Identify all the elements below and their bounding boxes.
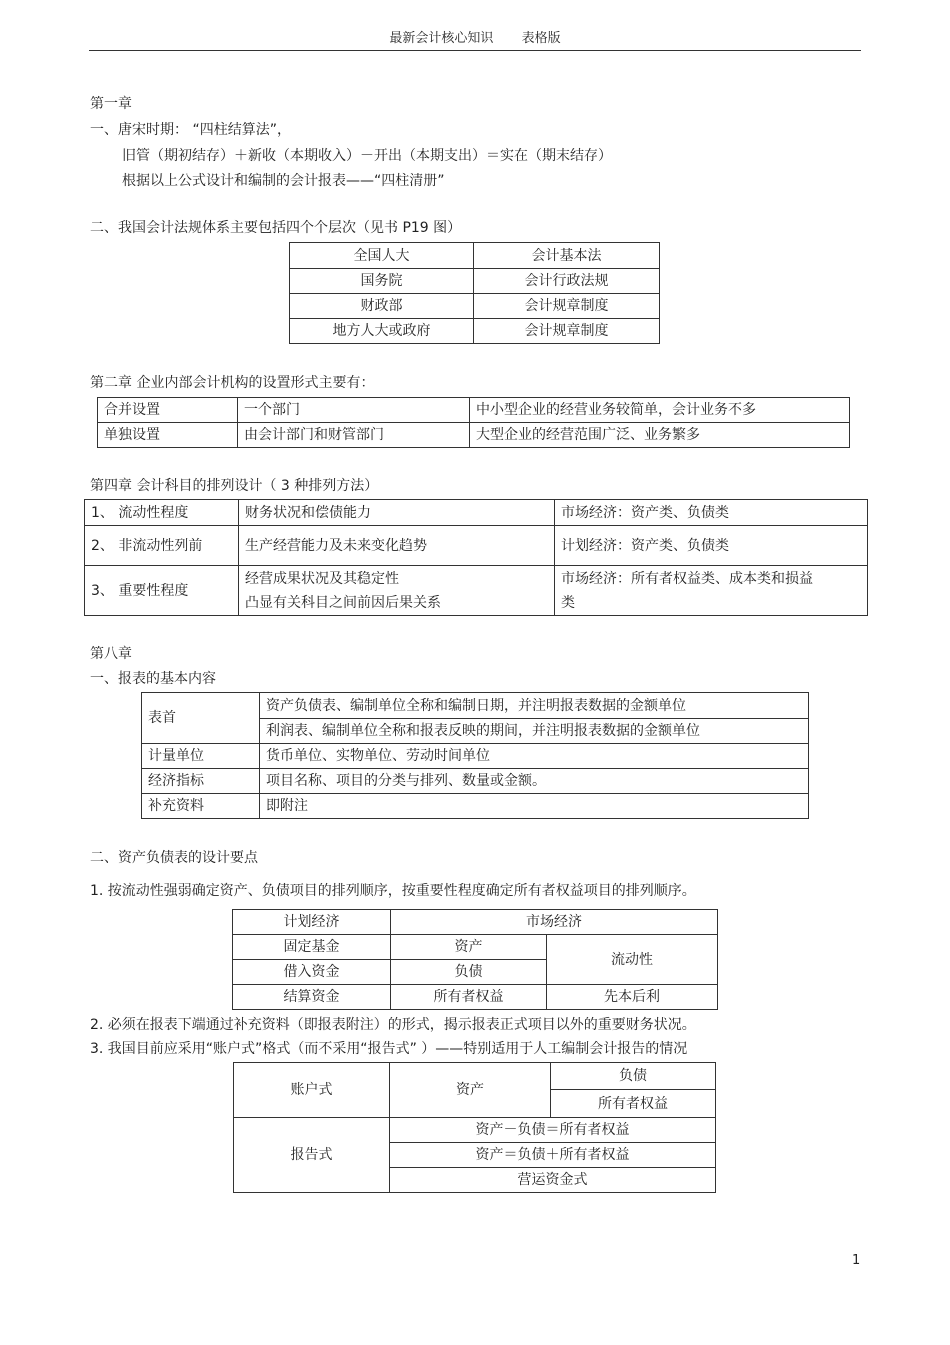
table-row (290, 319, 660, 344)
table-cell: 全国人大 (290, 243, 474, 269)
chapter-8-title: 第八章 (90, 646, 132, 662)
table-row (85, 500, 868, 526)
table-cell: 资产＝负债＋所有者权益 (390, 1143, 716, 1168)
table-cell: 市场经济 (391, 910, 718, 935)
table-cell: 会计基本法 (474, 243, 660, 269)
table-row (142, 693, 809, 719)
table-cell (555, 500, 868, 526)
chapter-4-title: 第四章 会计科目的排列设计（ 3 种排列方法） (90, 478, 379, 494)
table-row (98, 398, 850, 423)
table-cell: 一个部门 (238, 398, 470, 423)
table-row (233, 935, 718, 960)
table-cell: 资产－负债＝所有者权益 (390, 1118, 716, 1143)
table-cell (239, 566, 555, 616)
table-cell: 大型企业的经营范围广泛、业务繁多 (470, 423, 850, 448)
cell-line: 类 (561, 594, 575, 611)
economy-comparison-table (232, 909, 718, 1010)
table-cell: 资产 (390, 1063, 551, 1118)
page-number: 1 (852, 1253, 861, 1268)
header-subtitle: 表格版 (521, 31, 561, 46)
design-point-3: 3. 我国目前应采用“账户式”格式（而不采用“报告式” ）——特别适用于人工编制会计报告的情况 (90, 1041, 688, 1057)
report-content-table (141, 692, 809, 819)
table-cell: 计量单位 (142, 744, 260, 769)
table-cell: 营运资金式 (390, 1168, 716, 1193)
table-cell: 补充资料 (142, 794, 260, 819)
table-cell: 计划经济 (233, 910, 391, 935)
table-cell: 财政部 (290, 294, 474, 319)
cell-line: 经营成果状况及其稳定性 (245, 570, 399, 587)
cell-line: 计划经济：资产类、负债类 (561, 537, 729, 554)
table-row (142, 769, 809, 794)
chapter-1-section-2-title: 二、我国会计法规体系主要包括四个个层次（见书 P19 图） (90, 220, 462, 236)
table-cell: 国务院 (290, 269, 474, 294)
chapter-8-section-2-title: 二、资产负债表的设计要点 (90, 850, 258, 866)
table-cell (239, 500, 555, 526)
account-ordering-table (84, 499, 868, 616)
table-cell: 1、 流动性程度 (85, 500, 239, 526)
table-row (290, 269, 660, 294)
format-comparison-table (233, 1062, 716, 1193)
formula-note: 根据以上公式设计和编制的会计报表——“四柱清册” (122, 173, 445, 189)
table-cell: 所有者权益 (551, 1090, 716, 1118)
table-row (290, 294, 660, 319)
table-cell: 货币单位、实物单位、劳动时间单位 (260, 744, 809, 769)
table-cell (555, 526, 868, 566)
table-cell: 固定基金 (233, 935, 391, 960)
table-cell: 资产负债表、编制单位全称和编制日期，并注明报表数据的金额单位 (260, 693, 809, 719)
table-cell: 流动性 (547, 935, 718, 985)
table-row (85, 526, 868, 566)
table-cell: 即附注 (260, 794, 809, 819)
table-cell: 借入资金 (233, 960, 391, 985)
table-row (233, 910, 718, 935)
table-cell: 利润表、编制单位全称和报表反映的期间，并注明报表数据的金额单位 (260, 719, 809, 744)
table-cell: 负债 (391, 960, 547, 985)
table-cell: 负债 (551, 1063, 716, 1090)
cell-line: 市场经济：资产类、负债类 (561, 504, 729, 521)
page-header (0, 27, 950, 46)
table-cell: 结算资金 (233, 985, 391, 1010)
table-row (233, 985, 718, 1010)
table-cell: 由会计部门和财管部门 (238, 423, 470, 448)
table-cell: 报告式 (234, 1118, 390, 1193)
table-cell: 会计规章制度 (474, 319, 660, 344)
table-row (234, 1118, 716, 1143)
cell-line: 市场经济：所有者权益类、成本类和损益 (561, 570, 813, 587)
org-structure-table (97, 397, 850, 448)
table-cell: 2、 非流动性列前 (85, 526, 239, 566)
design-point-2: 2. 必须在报表下端通过补充资料（即报表附注）的形式，揭示报表正式项目以外的重要财务状况。 (90, 1017, 696, 1033)
header-title: 最新会计核心知识 (389, 31, 494, 46)
table-row (142, 744, 809, 769)
table-row (142, 794, 809, 819)
table-cell: 会计行政法规 (474, 269, 660, 294)
header-divider (89, 50, 861, 51)
chapter-1-section-1-title: 一、唐宋时期： “四柱结算法”， (90, 122, 291, 138)
table-cell: 合并设置 (98, 398, 238, 423)
table-cell: 单独设置 (98, 423, 238, 448)
chapter-2-title: 第二章 企业内部会计机构的设置形式主要有： (90, 375, 375, 391)
table-cell: 账户式 (234, 1063, 390, 1118)
table-cell (555, 566, 868, 616)
table-cell (239, 526, 555, 566)
table-cell: 资产 (391, 935, 547, 960)
table-row (85, 566, 868, 616)
table-cell: 会计规章制度 (474, 294, 660, 319)
table-cell: 所有者权益 (391, 985, 547, 1010)
table-cell: 项目名称、项目的分类与排列、数量或金额。 (260, 769, 809, 794)
table-cell: 地方人大或政府 (290, 319, 474, 344)
table-cell: 3、 重要性程度 (85, 566, 239, 616)
chapter-1-title: 第一章 (90, 96, 132, 112)
cell-line: 财务状况和偿债能力 (245, 504, 371, 521)
formula-line: 旧管（期初结存）＋新收（本期收入）－开出（本期支出）＝实在（期末结存） (122, 148, 612, 164)
chapter-8-section-1-title: 一、报表的基本内容 (90, 671, 216, 687)
table-cell: 先本后利 (547, 985, 718, 1010)
table-row (98, 423, 850, 448)
table-row (290, 243, 660, 269)
cell-line: 凸显有关科目之间前因后果关系 (245, 594, 441, 611)
regulation-levels-table (289, 242, 660, 344)
table-cell: 经济指标 (142, 769, 260, 794)
table-cell: 表首 (142, 693, 260, 744)
design-point-1: 1. 按流动性强弱确定资产、负债项目的排列顺序，按重要性程度确定所有者权益项目的排列顺序。 (90, 883, 696, 899)
table-cell: 中小型企业的经营业务较简单，会计业务不多 (470, 398, 850, 423)
cell-line: 生产经营能力及未来变化趋势 (245, 537, 427, 554)
table-row (234, 1063, 716, 1090)
